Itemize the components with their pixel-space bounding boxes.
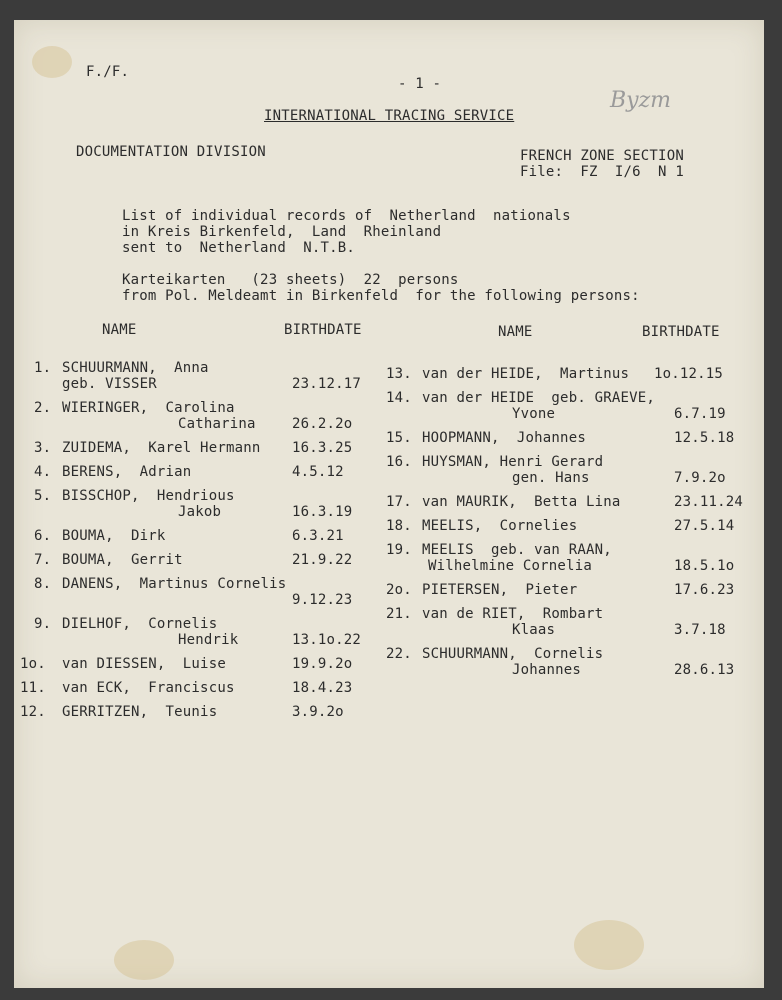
- record-number: 22.: [386, 646, 412, 662]
- record-birthdate: 6.3.21: [292, 528, 344, 544]
- record-birthdate: 1o.12.15: [654, 366, 724, 382]
- document-page: [14, 20, 764, 988]
- record-birthdate: 3.9.2o: [292, 704, 344, 720]
- record-number: 16.: [386, 454, 412, 470]
- record-name-continued: Yvone: [512, 406, 556, 422]
- record-birthdate: 18.5.1o: [674, 558, 735, 574]
- record-number: 2o.: [386, 582, 412, 598]
- record-birthdate: 12.5.18: [674, 430, 735, 446]
- record-birthdate: 27.5.14: [674, 518, 735, 534]
- record-number: 3.: [34, 440, 52, 456]
- paper-stain: [574, 920, 644, 970]
- record-number: 2.: [34, 400, 52, 416]
- record-name: GERRITZEN, Teunis: [62, 704, 218, 720]
- record-birthdate: 26.2.2o: [292, 416, 353, 432]
- record-birthdate: 3.7.18: [674, 622, 726, 638]
- record-number: 13.: [386, 366, 412, 382]
- record-number: 12.: [20, 704, 46, 720]
- intro-line: sent to Netherland N.T.B.: [122, 240, 355, 256]
- record-birthdate: 16.3.19: [292, 504, 353, 520]
- record-number: 21.: [386, 606, 412, 622]
- record-birthdate: 18.4.23: [292, 680, 353, 696]
- record-birthdate: 21.9.22: [292, 552, 353, 568]
- record-number: 9.: [34, 616, 52, 632]
- section-label: FRENCH ZONE SECTION: [520, 148, 684, 164]
- intro-line: in Kreis Birkenfeld, Land Rheinland: [122, 224, 442, 240]
- record-name: WIERINGER, Carolina: [62, 400, 235, 416]
- record-name-continued: Hendrik: [178, 632, 239, 648]
- organization-title: INTERNATIONAL TRACING SERVICE: [264, 108, 515, 124]
- column-header-birthdate: BIRTHDATE: [284, 322, 362, 338]
- record-name: DANENS, Martinus Cornelis: [62, 576, 287, 592]
- record-name: HOOPMANN, Johannes: [422, 430, 586, 446]
- record-name: BOUMA, Dirk: [62, 528, 166, 544]
- intro-line: from Pol. Meldeamt in Birkenfeld for the following persons:: [122, 288, 640, 304]
- page-number: - 1 -: [398, 76, 442, 92]
- column-header-name: NAME: [102, 322, 137, 338]
- record-number: 17.: [386, 494, 412, 510]
- record-birthdate: 23.11.24: [674, 494, 744, 510]
- record-birthdate: 6.7.19: [674, 406, 726, 422]
- record-name: van ECK, Franciscus: [62, 680, 235, 696]
- record-name: van der HEIDE, Martinus: [422, 366, 630, 382]
- record-name-continued: Klaas: [512, 622, 556, 638]
- record-number: 5.: [34, 488, 52, 504]
- record-name: BOUMA, Gerrit: [62, 552, 183, 568]
- record-number: 1.: [34, 360, 52, 376]
- record-number: 18.: [386, 518, 412, 534]
- record-name-continued: Catharina: [178, 416, 256, 432]
- record-birthdate: 23.12.17: [292, 376, 362, 392]
- paper-stain: [32, 46, 72, 78]
- record-birthdate: 17.6.23: [674, 582, 735, 598]
- record-name: ZUIDEMA, Karel Hermann: [62, 440, 261, 456]
- record-birthdate: 13.1o.22: [292, 632, 362, 648]
- record-name: SCHUURMANN, Cornelis: [422, 646, 604, 662]
- record-name: MEELIS, Cornelies: [422, 518, 578, 534]
- record-name-continued: geb. VISSER: [62, 376, 157, 392]
- record-number: 8.: [34, 576, 52, 592]
- record-number: 15.: [386, 430, 412, 446]
- record-number: 11.: [20, 680, 46, 696]
- record-birthdate: 9.12.23: [292, 592, 353, 608]
- paper-stain: [114, 940, 174, 980]
- column-header-name: NAME: [498, 324, 533, 340]
- record-birthdate: 4.5.12: [292, 464, 344, 480]
- record-number: 4.: [34, 464, 52, 480]
- record-name: PIETERSEN, Pieter: [422, 582, 578, 598]
- record-birthdate: 28.6.13: [674, 662, 735, 678]
- file-reference: File: FZ I/6 N 1: [520, 164, 684, 180]
- record-number: 1o.: [20, 656, 46, 672]
- record-name: SCHUURMANN, Anna: [62, 360, 209, 376]
- record-name-continued: Wilhelmine Cornelia: [428, 558, 592, 574]
- record-number: 19.: [386, 542, 412, 558]
- intro-line: List of individual records of Netherland nationals: [122, 208, 571, 224]
- record-name: van DIESSEN, Luise: [62, 656, 226, 672]
- initials: F./F.: [86, 64, 130, 80]
- record-name: MEELIS geb. van RAAN,: [422, 542, 612, 558]
- record-name: van MAURIK, Betta Lina: [422, 494, 621, 510]
- record-name: HUYSMAN, Henri Gerard: [422, 454, 604, 470]
- record-name: DIELHOF, Cornelis: [62, 616, 218, 632]
- record-number: 14.: [386, 390, 412, 406]
- record-number: 6.: [34, 528, 52, 544]
- record-birthdate: 7.9.2o: [674, 470, 726, 486]
- division-label: DOCUMENTATION DIVISION: [76, 144, 266, 160]
- record-number: 7.: [34, 552, 52, 568]
- record-birthdate: 16.3.25: [292, 440, 353, 456]
- column-header-birthdate: BIRTHDATE: [642, 324, 720, 340]
- record-name: BISSCHOP, Hendrious: [62, 488, 235, 504]
- record-name: van de RIET, Rombart: [422, 606, 604, 622]
- record-name: van der HEIDE geb. GRAEVE,: [422, 390, 655, 406]
- record-birthdate: 19.9.2o: [292, 656, 353, 672]
- record-name-continued: Johannes: [512, 662, 582, 678]
- record-name: BERENS, Adrian: [62, 464, 192, 480]
- record-name-continued: Jakob: [178, 504, 222, 520]
- record-name-continued: gen. Hans: [512, 470, 590, 486]
- handwritten-signature: Byzm: [610, 88, 672, 113]
- intro-line: Karteikarten (23 sheets) 22 persons: [122, 272, 459, 288]
